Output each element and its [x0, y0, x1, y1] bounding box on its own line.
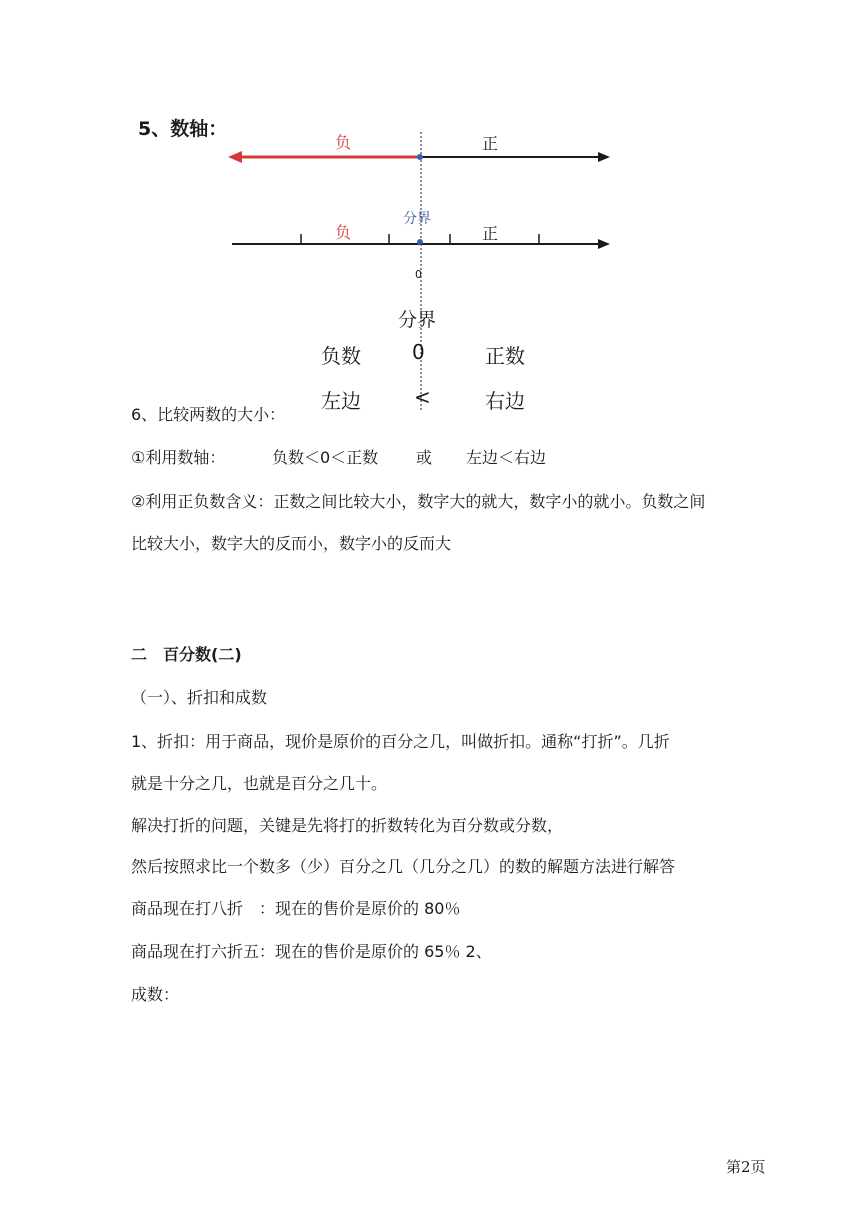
- chapter2-subtitle: （一）、折扣和成数: [131, 688, 268, 707]
- mid-negative-label: 负: [335, 223, 352, 242]
- chapter2-line: 就是十分之几，也就是百分之几十。: [131, 774, 388, 793]
- mid-positive-label: 正: [482, 224, 499, 243]
- chapter2-line: 1、折扣：用于商品，现价是原价的百分之几，叫做折扣。通称“打折”。几折: [131, 732, 670, 751]
- top-negative-label: 负: [335, 133, 352, 152]
- page-number: 第2页: [726, 1158, 766, 1176]
- row1-right: 正数: [485, 344, 525, 368]
- chapter2-line: 解决打折的问题，关键是先将打的折数转化为百分数或分数，: [131, 816, 564, 835]
- figure-title: 5、数轴：: [138, 118, 228, 140]
- method1-expr2: 左边＜右边: [466, 448, 547, 467]
- top-axis-right-arrowhead: [598, 152, 610, 162]
- row1-left: 负数: [321, 344, 361, 368]
- method1-or: 或: [416, 448, 433, 467]
- top-axis-left-arrowhead: [228, 151, 242, 163]
- top-origin-dot: [417, 154, 423, 160]
- row1-center: 0: [412, 340, 425, 364]
- row2-left: 左边: [321, 389, 361, 413]
- section6-title: 6、比较两数的大小：: [131, 405, 286, 424]
- mid-axis-arrowhead: [598, 239, 610, 249]
- row2-right: 右边: [485, 389, 525, 413]
- method2-line2: 比较大小，数字大的反而小，数字小的反而大: [131, 534, 452, 553]
- boundary-caption: 分界: [398, 309, 437, 331]
- chapter2-line: 商品现在打八折 ：现在的售价是原价的 80％: [131, 899, 461, 918]
- chapter2-line: 成数：: [131, 985, 180, 1004]
- mid-zero-label: 0: [415, 268, 422, 281]
- chapter2-line: 商品现在打六折五：现在的售价是原价的 65％ 2、: [131, 942, 492, 961]
- top-positive-label: 正: [482, 134, 499, 153]
- method1-expr1: 负数＜0＜正数: [272, 448, 379, 467]
- mid-boundary-label: 分界: [403, 211, 431, 227]
- mid-origin-dot: [417, 239, 423, 245]
- chapter2-line: 然后按照求比一个数多（少）百分之几（几分之几）的数的解题方法进行解答: [131, 857, 676, 876]
- chapter2-title: 二 百分数(二): [131, 645, 242, 664]
- method2-line1: ②利用正负数含义：正数之间比较大小，数字大的就大，数字小的就小。负数之间: [131, 492, 706, 511]
- method1-label: ①利用数轴：: [131, 448, 226, 467]
- row2-center: <: [414, 385, 431, 409]
